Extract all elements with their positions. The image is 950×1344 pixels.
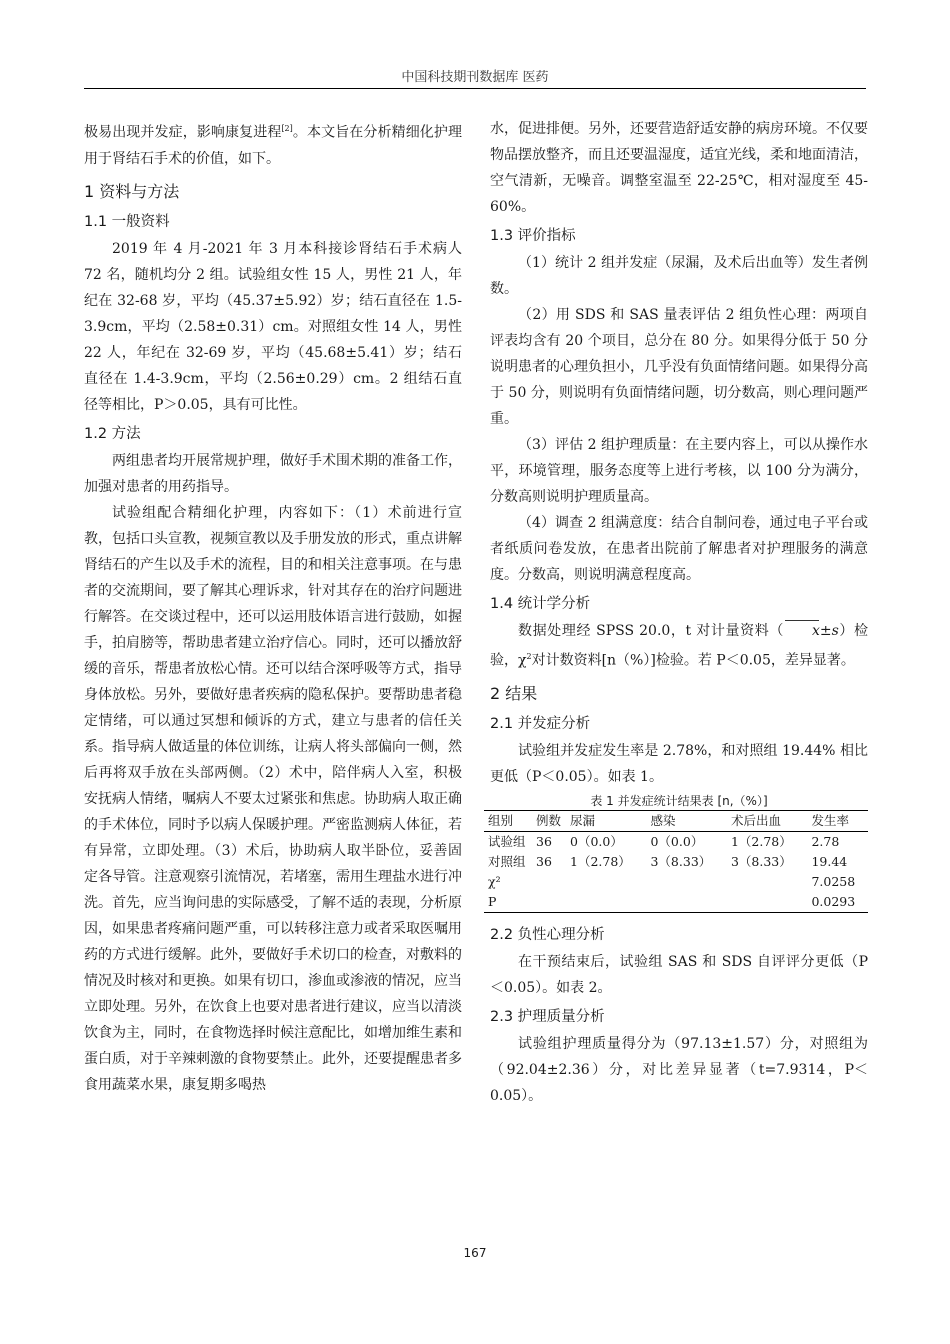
table-cell: P: [488, 893, 497, 909]
journal-header: 中国科技期刊数据库 医药: [401, 70, 549, 85]
table-header-cell: 尿漏: [570, 812, 596, 828]
table-1: [484, 810, 868, 913]
table-row: [484, 831, 868, 852]
general-data-paragraph: 2019 年 4 月-2021 年 3 月本科接诊肾结石手术病人 72 名，随机均分 2 组。试验组女性 15 人，男性 21 人，年纪在 32-68 岁，平均（45.37±5.92）岁；结石直径在 1.5-3.9cm，平均（2.58±0.31）cm。对照组女性 14 人，男性 22 人，年纪在 32-69 岁，平均（45.68±5.41）岁；结石直径在 1.4-3.9cm，平均（2.56±0.29）cm。2 组结石直径等相比，P＞0.05，具有可比性。: [84, 240, 462, 413]
indicator-paragraph-1: （1）统计 2 组并发症（尿漏，及术后出血等）发生者例数。: [490, 255, 868, 297]
table-cell: [566, 872, 646, 892]
table-cell: 1（2.78）: [730, 833, 792, 849]
table-header-cell: 术后出血: [730, 812, 781, 828]
table-row: [484, 872, 868, 892]
header-rule: [84, 88, 866, 89]
table-cell: 7.0258: [811, 873, 856, 889]
indicator-paragraph-2: （2）用 SDS 和 SAS 量表评估 2 组负性心理：两项自评表均含有 20 个项目，总分在 80 分。如果得分低于 50 分说明患者的心理负担小，几乎没有负面情绪问题。如果得分高于 50 分，则说明有负面情绪问题，切分数高，则心理问题严重。: [490, 307, 868, 427]
subsection-heading-1-1: 1.1 一般资料: [84, 213, 170, 230]
quality-paragraph: 试验组护理质量得分为（97.13±1.57）分，对照组为（92.04±2.36）分，对比差异显著（t=7.9314，P＜0.05）。: [490, 1035, 868, 1104]
table-cell: 0（0.0）: [650, 833, 704, 849]
subsection-heading-1-2: 1.2 方法: [84, 425, 141, 442]
subsection-heading-2-1: 2.1 并发症分析: [490, 715, 591, 732]
complication-paragraph: 试验组并发症发生率是 2.78%，和对照组 19.44% 相比更低（P＜0.05）。如表 1。: [490, 742, 868, 785]
right-column: [490, 116, 868, 1109]
table-header-cell: 发生率: [811, 812, 849, 828]
table-cell: 0（0.0）: [570, 833, 623, 849]
psychology-paragraph: 在干预结束后，试验组 SAS 和 SDS 自评评分更低（P＜0.05）。如表 2。: [490, 953, 868, 996]
statistics-paragraph: 数据处理经 SPSS 20.0，t 对计量资料（ x±s）检验，$\chi^2$对计数资料[n（%）]检验。若 P＜0.05，差异显著。: [490, 618, 868, 674]
section-heading-2: 2 结果: [490, 683, 538, 703]
method-paragraph-2: 试验组配合精细化护理，内容如下：（1）术前进行宣教，包括口头宣教，视频宣教以及手册发放的形式，重点讲解肾结石的产生以及手术的流程，目的和相关注意事项。在与患者的交流期间，要了解其心理诉求，针对其存在的治疗问题进行解答。在交谈过程中，还可以运用肢体语言进行鼓励，如握手，拍肩膀等，帮助患者建立治疗信心。同时，还可以播放舒缓的音乐，帮患者放松心情。还可以结合深呼吸等方式，指导身体放松。另外，要做好患者疾病的隐私保护。要帮助患者稳定情绪，可以通过冥想和倾诉的方式，建立与患者的信任关系。指导病人做适量的体位训练，让病人将头部偏向一侧，然后再将双手放在头部两侧。（2）术中，陪伴病人入室，积极安抚病人情绪，嘱病人不要太过紧张和焦虑。协助病人取正确的手术体位，同时予以病人保暖护理。严密监测病人体征，若有异常，立即处理。（3）术后，协助病人取半卧位，妥善固定各导管。注意观察引流情况，若堵塞，需用生理盐水进行冲洗。首先，应当询问患的实际感受，了解不适的表现，分析原因，如果患者疼痛问题严重，可以转移注意力或者采取医嘱用药的方式进行缓解。此外，要做好手术切口的检查，对敷料的情况及时核对和更换。如果有切口，渗血或渗液的情况，应当立即处理。另外，在饮食上也要对患者进行建议，应当以清淡饮食为主，同时，在食物选择时候注意配比，如增加维生素和蛋白质，对于辛辣刺激的食物要禁止。此外，还要提醒患者多食用蔬菜水果，康复期多喝热: [84, 504, 462, 1093]
table-cell: [646, 892, 726, 913]
table-cell: [727, 872, 807, 892]
table-header-row: [484, 810, 868, 831]
left-column: [84, 116, 462, 1098]
subsection-heading-1-3: 1.3 评价指标: [490, 228, 576, 244]
table-header-cell: 例数: [536, 812, 562, 828]
table-cell: [646, 872, 726, 892]
indicator-paragraph-3: （3）评估 2 组护理质量：在主要内容上，可以从操作水平，环境管理，服务态度等上进行考核，以 100 分为满分，分数高则说明护理质量高。: [490, 437, 868, 505]
intro-paragraph: 极易出现并发症，影响康复进程[2]。本文旨在分析精细化护理用于肾结石手术的价值，如下。: [84, 124, 463, 167]
table-1-title: 表 1 并发症统计结果表 [n,（%）]: [590, 793, 768, 808]
table-cell: [532, 892, 566, 913]
subsection-heading-2-2: 2.2 负性心理分析: [490, 926, 605, 943]
table-cell: 36: [536, 833, 552, 849]
table-row: [484, 852, 868, 872]
table-cell: 对照组: [488, 853, 526, 869]
table-cell: 3（8.33）: [730, 853, 792, 869]
table-cell: 1（2.78）: [570, 853, 631, 869]
table-header-cell: 组别: [488, 812, 514, 828]
subsection-heading-2-3: 2.3 护理质量分析: [490, 1008, 605, 1025]
table-cell: 0.0293: [811, 893, 856, 909]
citation-ref[interactable]: [2]: [281, 124, 293, 133]
table-cell: [566, 892, 646, 913]
table-cell: χ²: [488, 873, 501, 889]
table-row: [484, 892, 868, 913]
table-cell: 试验组: [488, 833, 526, 849]
method-continued-paragraph: 水，促进排便。另外，还要营造舒适安静的病房环境。不仅要物品摆放整齐，而且还要温湿度，适宜光线，柔和地面清洁，空气清新，无噪音。调整室温至 22-25℃，相对湿度至 45-60%。: [490, 121, 868, 215]
x-bar-symbol: x: [784, 618, 820, 644]
table-cell: [532, 872, 566, 892]
method-paragraph-1: 两组患者均开展常规护理，做好手术围术期的准备工作，加强对患者的用药指导。: [84, 452, 462, 495]
subsection-heading-1-4: 1.4 统计学分析: [490, 596, 591, 612]
indicator-paragraph-4: （4）调查 2 组满意度：结合自制问卷，通过电子平台或者纸质问卷发放，在患者出院前了解患者对护理服务的满意度。分数高，则说明满意程度高。: [490, 515, 868, 583]
table-cell: [727, 892, 807, 913]
section-heading-1: 1 资料与方法: [84, 181, 180, 201]
table-cell: 36: [536, 853, 552, 869]
table-cell: 2.78: [811, 833, 840, 849]
table-cell: 3（8.33）: [650, 853, 712, 869]
table-header-cell: 感染: [650, 812, 676, 828]
page-number: 167: [463, 1246, 487, 1260]
table-cell: 19.44: [811, 853, 848, 869]
